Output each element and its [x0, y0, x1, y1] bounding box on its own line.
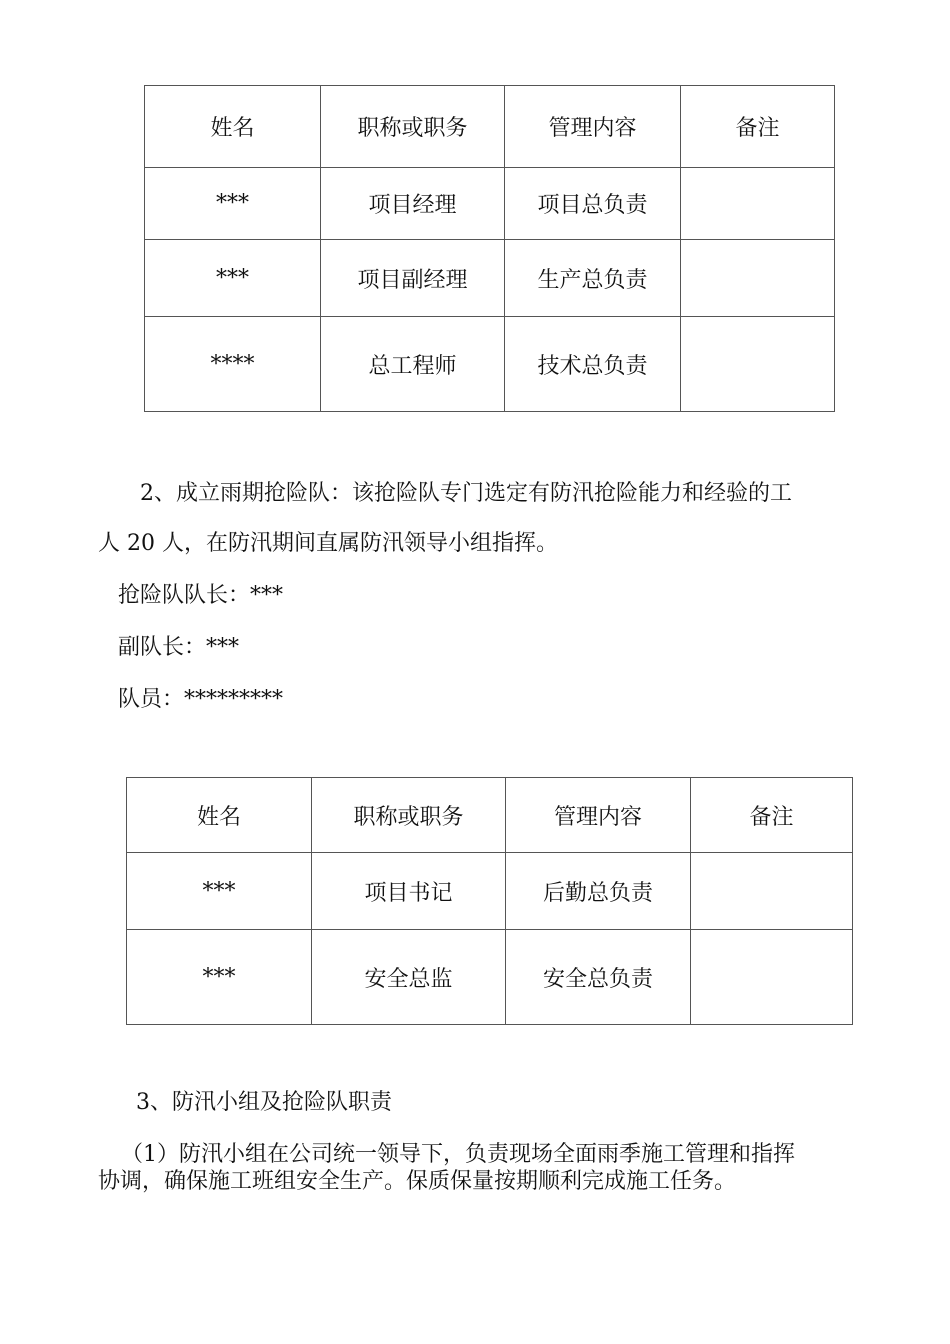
- header-duty: 管理内容: [505, 86, 681, 168]
- members-line: 队员：*********: [118, 687, 284, 712]
- cell-title: 项目经理: [321, 168, 505, 240]
- table-row: [145, 240, 835, 317]
- table-row: [145, 168, 835, 240]
- section2-line2: 人 20 人，在防汛期间直属防汛领导小组指挥。: [98, 531, 558, 556]
- section3-heading: 3、防汛小组及抢险队职责: [136, 1090, 392, 1115]
- cell-duty: 项目总负责: [505, 168, 681, 240]
- table-row: [127, 930, 853, 1025]
- cell-name: ***: [127, 930, 312, 1025]
- vice-captain-line: 副队长：***: [118, 635, 240, 660]
- captain-line: 抢险队队长：***: [118, 583, 284, 608]
- header-remark: 备注: [681, 86, 835, 168]
- section2-line1: 2、成立雨期抢险队：该抢险队专门选定有防汛抢险能力和经验的工: [140, 481, 792, 506]
- header-title: 职称或职务: [312, 778, 506, 853]
- staff-table-2: [126, 777, 853, 1025]
- section3-para1-line2: 协调，确保施工班组安全生产。保质保量按期顺利完成施工任务。: [98, 1169, 737, 1194]
- header-name: 姓名: [145, 86, 321, 168]
- table-header-row: [127, 778, 853, 853]
- cell-name: ***: [145, 240, 321, 317]
- cell-remark: [691, 853, 853, 930]
- staff-table-1: [144, 85, 835, 412]
- cell-duty: 安全总负责: [506, 930, 691, 1025]
- header-name: 姓名: [127, 778, 312, 853]
- cell-duty: 后勤总负责: [506, 853, 691, 930]
- cell-remark: [681, 168, 835, 240]
- table-row: [127, 853, 853, 930]
- cell-name: ****: [145, 317, 321, 412]
- header-remark: 备注: [691, 778, 853, 853]
- section3-para1-line1: （1）防汛小组在公司统一领导下，负责现场全面雨季施工管理和指挥: [121, 1142, 795, 1167]
- cell-duty: 生产总负责: [505, 240, 681, 317]
- table-row: [145, 317, 835, 412]
- cell-title: 项目副经理: [321, 240, 505, 317]
- cell-remark: [681, 317, 835, 412]
- header-duty: 管理内容: [506, 778, 691, 853]
- table-header-row: [145, 86, 835, 168]
- cell-title: 总工程师: [321, 317, 505, 412]
- cell-duty: 技术总负责: [505, 317, 681, 412]
- cell-title: 安全总监: [312, 930, 506, 1025]
- header-title: 职称或职务: [321, 86, 505, 168]
- cell-name: ***: [127, 853, 312, 930]
- cell-title: 项目书记: [312, 853, 506, 930]
- cell-remark: [681, 240, 835, 317]
- cell-name: ***: [145, 168, 321, 240]
- cell-remark: [691, 930, 853, 1025]
